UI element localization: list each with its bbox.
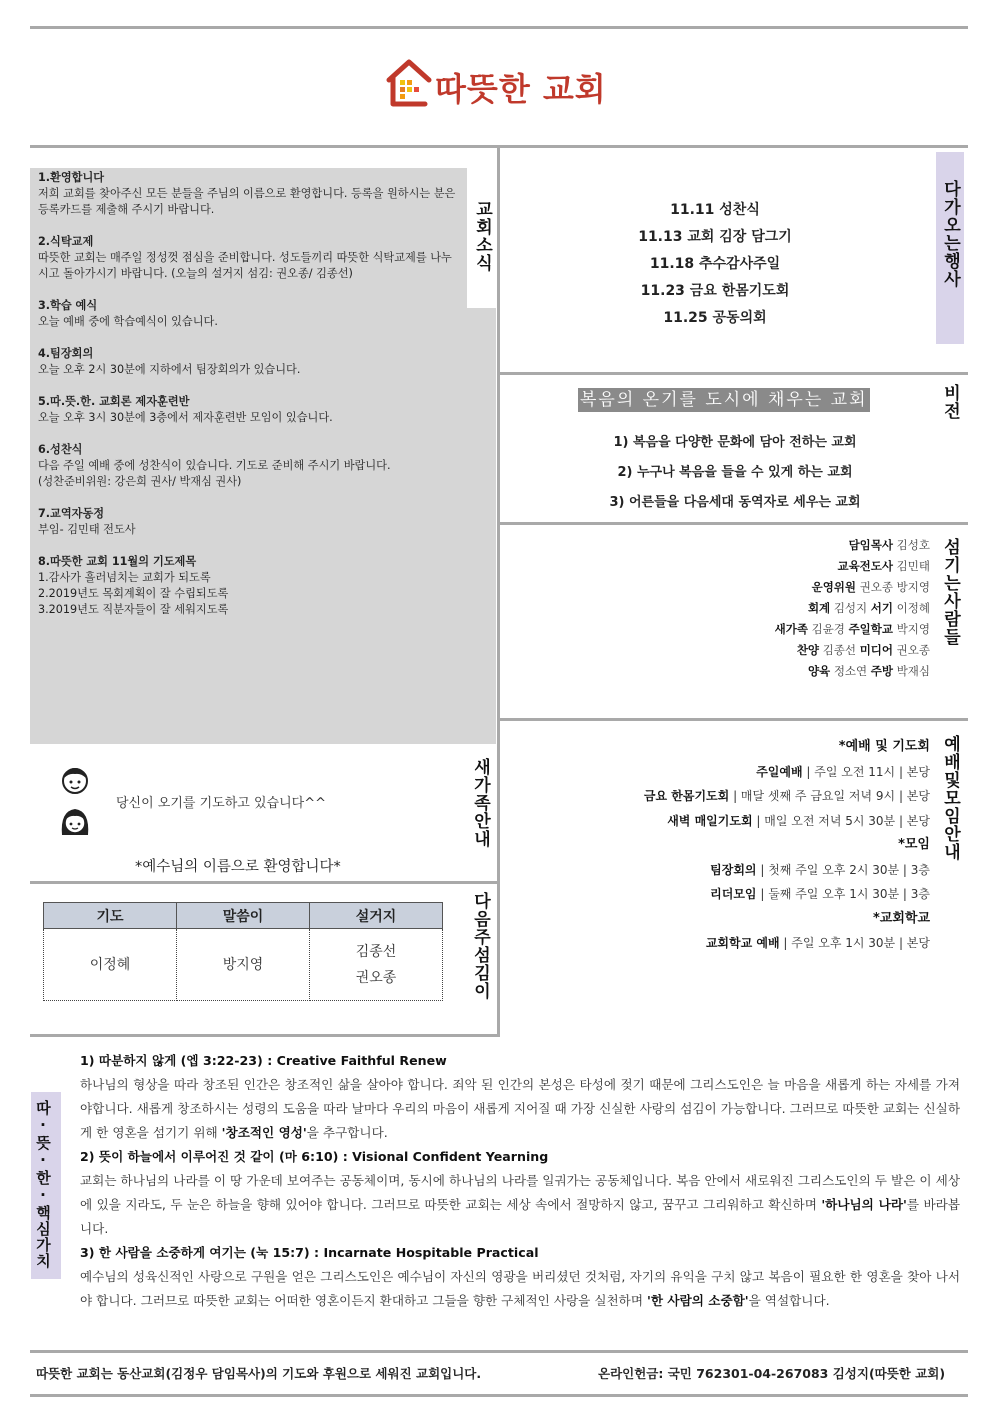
events-section-label: 다가오는행사 — [940, 180, 960, 288]
news-item-text: (성찬준비위원: 강은희 권사/ 박재심 권사) — [38, 475, 242, 488]
event-item: 11.25 공동의회 — [663, 310, 767, 326]
news-item-title: 4.팀장회의 — [38, 347, 94, 360]
event-item: 11.23 금요 한몸기도회 — [640, 283, 790, 299]
news-item — [38, 170, 456, 218]
girl-face-icon — [58, 805, 92, 841]
staff-name: 정소연 — [833, 664, 868, 678]
worship-item-detail: | 첫째 주일 오후 2시 30분 | 3층 — [760, 862, 930, 877]
event-item: 11.13 교회 김장 담그기 — [638, 229, 792, 245]
vision-title: 복음의 온기를 도시에 채우는 교회 — [580, 390, 868, 410]
staff-role: 미디어 — [859, 643, 894, 657]
cell-prayer: 이정혜 — [44, 929, 177, 1001]
worship-item-detail: | 둘째 주일 오후 1시 30분 | 3층 — [760, 887, 930, 901]
worship-item — [520, 858, 930, 883]
events-rule — [497, 372, 968, 375]
vision-item: 2) 누구나 복음을 들을 수 있게 하는 교회 — [617, 465, 853, 480]
core-value-body — [80, 1265, 960, 1313]
newcomer-rule — [30, 881, 497, 884]
worship-item-detail: | 매달 셋째 주 금요일 저녁 9시 | 본당 — [733, 789, 930, 803]
staff-name: 김윤경 — [811, 622, 845, 636]
core-value-emphasis: '하나님의 나라' — [821, 1197, 907, 1212]
staff-row — [560, 535, 930, 556]
footer-support-note: 따뜻한 교회는 동산교회(김정우 담임목사)의 기도와 후원으로 세워진 교회입니다. — [36, 1366, 482, 1381]
staff-section-label: 섬기는사람들 — [940, 538, 960, 646]
staff-role: 양육 — [807, 664, 831, 678]
worship-category: *예배 및 기도회 — [838, 739, 930, 754]
staff-row — [560, 556, 930, 577]
worship-category: *교회학교 — [872, 910, 930, 926]
event-item: 11.18 추수감사주일 — [649, 256, 781, 272]
news-item-text: 오늘 오후 2시 30분에 지하에서 팀장회의가 있습니다. — [38, 363, 301, 376]
staff-row — [560, 577, 930, 598]
worship-item-detail: | 주일 오전 11시 | 본당 — [806, 764, 930, 779]
news-item-title: 6.성찬식 — [38, 443, 83, 456]
core-value-text: 을 역설합니다. — [748, 1293, 830, 1308]
house-logo-icon — [385, 58, 433, 110]
worship-item — [520, 760, 930, 785]
cell-word: 방지영 — [177, 929, 310, 1001]
staff-role: 교육전도사 — [837, 559, 894, 573]
staff-name: 이정혜 — [896, 601, 930, 615]
worship-item-name: 주일예배 — [756, 764, 803, 779]
header-prayer: 기도 — [44, 903, 177, 929]
vision-section-label: 비전 — [940, 384, 960, 420]
news-item-text: 오늘 예배 중에 학습예식이 있습니다. — [38, 315, 218, 328]
news-item-title: 8.따뜻한 교회 11월의 기도제목 — [38, 555, 197, 568]
event-item: 11.11 성찬식 — [670, 202, 760, 218]
core-value-heading: 2) 뜻이 하늘에서 이루어진 것 같이 (마 6:10) : Visional Confident Yearning — [80, 1149, 549, 1164]
staff-role: 새가족 — [774, 622, 808, 636]
vision-item: 1) 복음을 다양한 문화에 담아 전하는 교회 — [613, 435, 857, 450]
staff-rule — [497, 718, 968, 721]
staff-role: 서기 — [870, 601, 894, 615]
church-name: 따뜻한 교회 — [435, 70, 607, 108]
welcome-message: *예수님의 이름으로 환영합니다* — [135, 859, 341, 875]
staff-role: 주일학교 — [848, 622, 894, 636]
servers-rule — [30, 1034, 500, 1037]
staff-name: 권오종 — [896, 643, 930, 657]
upcoming-events-list — [510, 197, 920, 332]
core-value-text: 하나님의 형상을 따라 창조된 인간은 창조적인 삶을 살아야 합니다. 죄악 된 인간의 본성은 타성에 젖기 때문에 그리스도인은 늘 마음을 새롭게 하는 자세를 가져야합니다. 새롭게 창조하시는 성령의 도움을 따라 날마다 우리의 마음이 새롭게 지어질 때 가장 신실한 사랑의 섬김이 가능합니다. 그러므로 따뜻한 교회는 신실하게 한 영혼을 섬기기 위해 — [80, 1077, 960, 1140]
footer-offering-account: 온라인헌금: 국민 762301-04-267083 김성지(따뜻한 교회) — [598, 1366, 946, 1381]
worship-item-name: 새벽 매일기도회 — [667, 813, 753, 828]
header-word: 말씀이 — [177, 903, 310, 929]
worship-item-name: 금요 한몸기도회 — [643, 789, 730, 803]
worship-category: *모임 — [898, 837, 930, 852]
staff-list — [560, 535, 930, 682]
worship-section-label: 예배및모임안내 — [940, 735, 960, 861]
vision-item: 3) 어른들을 다음세대 동역자로 세우는 교회 — [609, 495, 861, 510]
staff-name: 박지영 — [896, 622, 930, 636]
staff-role: 주방 — [870, 664, 894, 678]
church-logo — [385, 58, 615, 114]
cell-dishes: 김종선 권오종 — [310, 929, 443, 1001]
staff-name: 권오종 방지영 — [859, 580, 930, 594]
news-item-title: 5.따.뜻.한. 교회론 제자훈련반 — [38, 395, 190, 408]
newcomer-section-label: 새가족안내 — [470, 758, 490, 848]
news-list — [38, 170, 456, 634]
news-item-title: 7.교역자동정 — [38, 507, 105, 520]
staff-row — [560, 619, 930, 640]
news-item-title: 1.환영합니다 — [38, 171, 105, 184]
news-item — [38, 442, 456, 490]
news-item — [38, 298, 456, 330]
news-item — [38, 506, 456, 538]
next-servers-table — [43, 902, 443, 1001]
news-item — [38, 346, 456, 378]
newcomer-message: 당신이 오기를 기도하고 있습니다^^ — [116, 796, 326, 811]
staff-name: 김성호 — [896, 538, 930, 552]
core-value-body — [80, 1073, 960, 1145]
news-item-text: 다음 주일 예배 중에 성찬식이 있습니다. 기도로 준비해 주시기 바랍니다. — [38, 459, 391, 472]
news-item — [38, 234, 456, 282]
core-value-text: 을 추구합니다. — [306, 1125, 388, 1140]
top-rule — [30, 26, 968, 29]
staff-role: 찬양 — [796, 643, 820, 657]
staff-row — [560, 661, 930, 682]
boy-face-icon — [60, 765, 90, 797]
core-value-text: 를 바라봅니다. — [80, 1197, 960, 1236]
news-item-text: 1.감사가 흘러넘치는 교회가 되도록 — [38, 571, 211, 584]
staff-name: 김민태 — [896, 559, 930, 573]
worship-item-name: 리더모임 — [710, 887, 757, 901]
worship-item-detail: | 매일 오전 저녁 5시 30분 | 본당 — [756, 813, 930, 828]
news-item — [38, 554, 456, 618]
news-item-text: 오늘 오후 3시 30분에 3층에서 제자훈련반 모임이 있습니다. — [38, 411, 333, 424]
table-row — [44, 929, 443, 1001]
staff-role: 회계 — [807, 601, 831, 615]
core-value-emphasis: '창조적인 영성' — [221, 1125, 307, 1140]
worship-item — [520, 882, 930, 907]
core-value-emphasis: '한 사람의 소중함' — [647, 1293, 749, 1308]
news-item-text: 2.2019년도 목회계획이 잘 수립되도록 — [38, 587, 229, 600]
news-item-title: 3.학습 예식 — [38, 299, 98, 312]
header-dishes: 설거지 — [310, 903, 443, 929]
staff-role: 담임목사 — [848, 538, 894, 552]
staff-row — [560, 640, 930, 661]
news-item-text: 부임- 김민태 전도사 — [38, 523, 136, 536]
staff-row — [560, 598, 930, 619]
worship-item — [520, 784, 930, 809]
vision-list — [560, 428, 910, 518]
core-value-heading: 3) 한 사람을 소중하게 여기는 (눅 15:7) : Incarnate Hospitable Practical — [80, 1245, 539, 1260]
next-servers-section-label: 다음주섬김이 — [470, 892, 490, 1000]
news-section-label: 교회소식 — [472, 200, 492, 272]
worship-schedule — [520, 735, 930, 956]
core-values — [80, 1049, 960, 1313]
bottom-rule — [30, 1394, 968, 1397]
core-value-text: 교회는 하나님의 나라를 이 땅 가운데 보여주는 공동체이며, 동시에 하나님의 나라를 일궈가는 공동체입니다. 복음 안에서 새로워진 그리스도인의 두 발은 이 세상에 있을 지라도, 두 눈은 하늘을 향해 있어야 합니다. 그러므로 따뜻한 교회는 세상 속에서 절망하지 않고, 꿈꾸고 그리워하고 확신하며 — [80, 1173, 960, 1212]
staff-role: 운영위원 — [811, 580, 857, 594]
news-item-text: 저희 교회를 찾아주신 모든 분들을 주님의 이름으로 환영합니다. 등록을 원하시는 분은 등록카드를 제출해 주시기 바랍니다. — [38, 187, 456, 216]
core-value-text: 예수님의 성육신적인 사랑으로 구원을 얻은 그리스도인은 예수님이 자신의 영광을 버리셨던 것처럼, 자기의 유익을 구치 않고 복음이 필요한 한 영혼을 찾아 나서야 합니다. 그러므로 따뜻한 교회는 어떠한 영혼이든지 환대하고 그들을 향한 구체적인 사랑을 실천하며 — [80, 1269, 960, 1308]
worship-item — [520, 931, 930, 956]
staff-name: 김종선 — [822, 643, 857, 657]
staff-name: 박재심 — [896, 664, 930, 678]
worship-item-detail: | 주일 오후 1시 30분 | 본당 — [783, 936, 930, 950]
core-value-body — [80, 1169, 960, 1241]
core-value-heading: 1) 따분하지 않게 (엡 3:22-23) : Creative Faithful Renew — [80, 1053, 447, 1068]
news-item-text: 따뜻한 교회는 매주일 정성껏 점심을 준비합니다. 성도들끼리 따뜻한 식탁교제를 나누시고 돌아가시기 바랍니다. (오늘의 설거지 섬김: 권오종/ 김종선) — [38, 251, 452, 280]
vision-rule — [497, 522, 968, 525]
news-item — [38, 394, 456, 426]
news-item-text: 3.2019년도 직분자들이 잘 세워지도록 — [38, 603, 229, 616]
core-values-section-label: 따·뜻·한·핵심가치 — [34, 1100, 52, 1269]
staff-name: 김성지 — [833, 601, 868, 615]
worship-item-name: 교회학교 예배 — [705, 936, 780, 950]
news-item-title: 2.식탁교제 — [38, 235, 94, 248]
center-divider — [497, 145, 500, 1035]
worship-item — [520, 809, 930, 834]
worship-item-name: 팀장회의 — [710, 862, 757, 877]
footer-rule — [30, 1350, 968, 1353]
